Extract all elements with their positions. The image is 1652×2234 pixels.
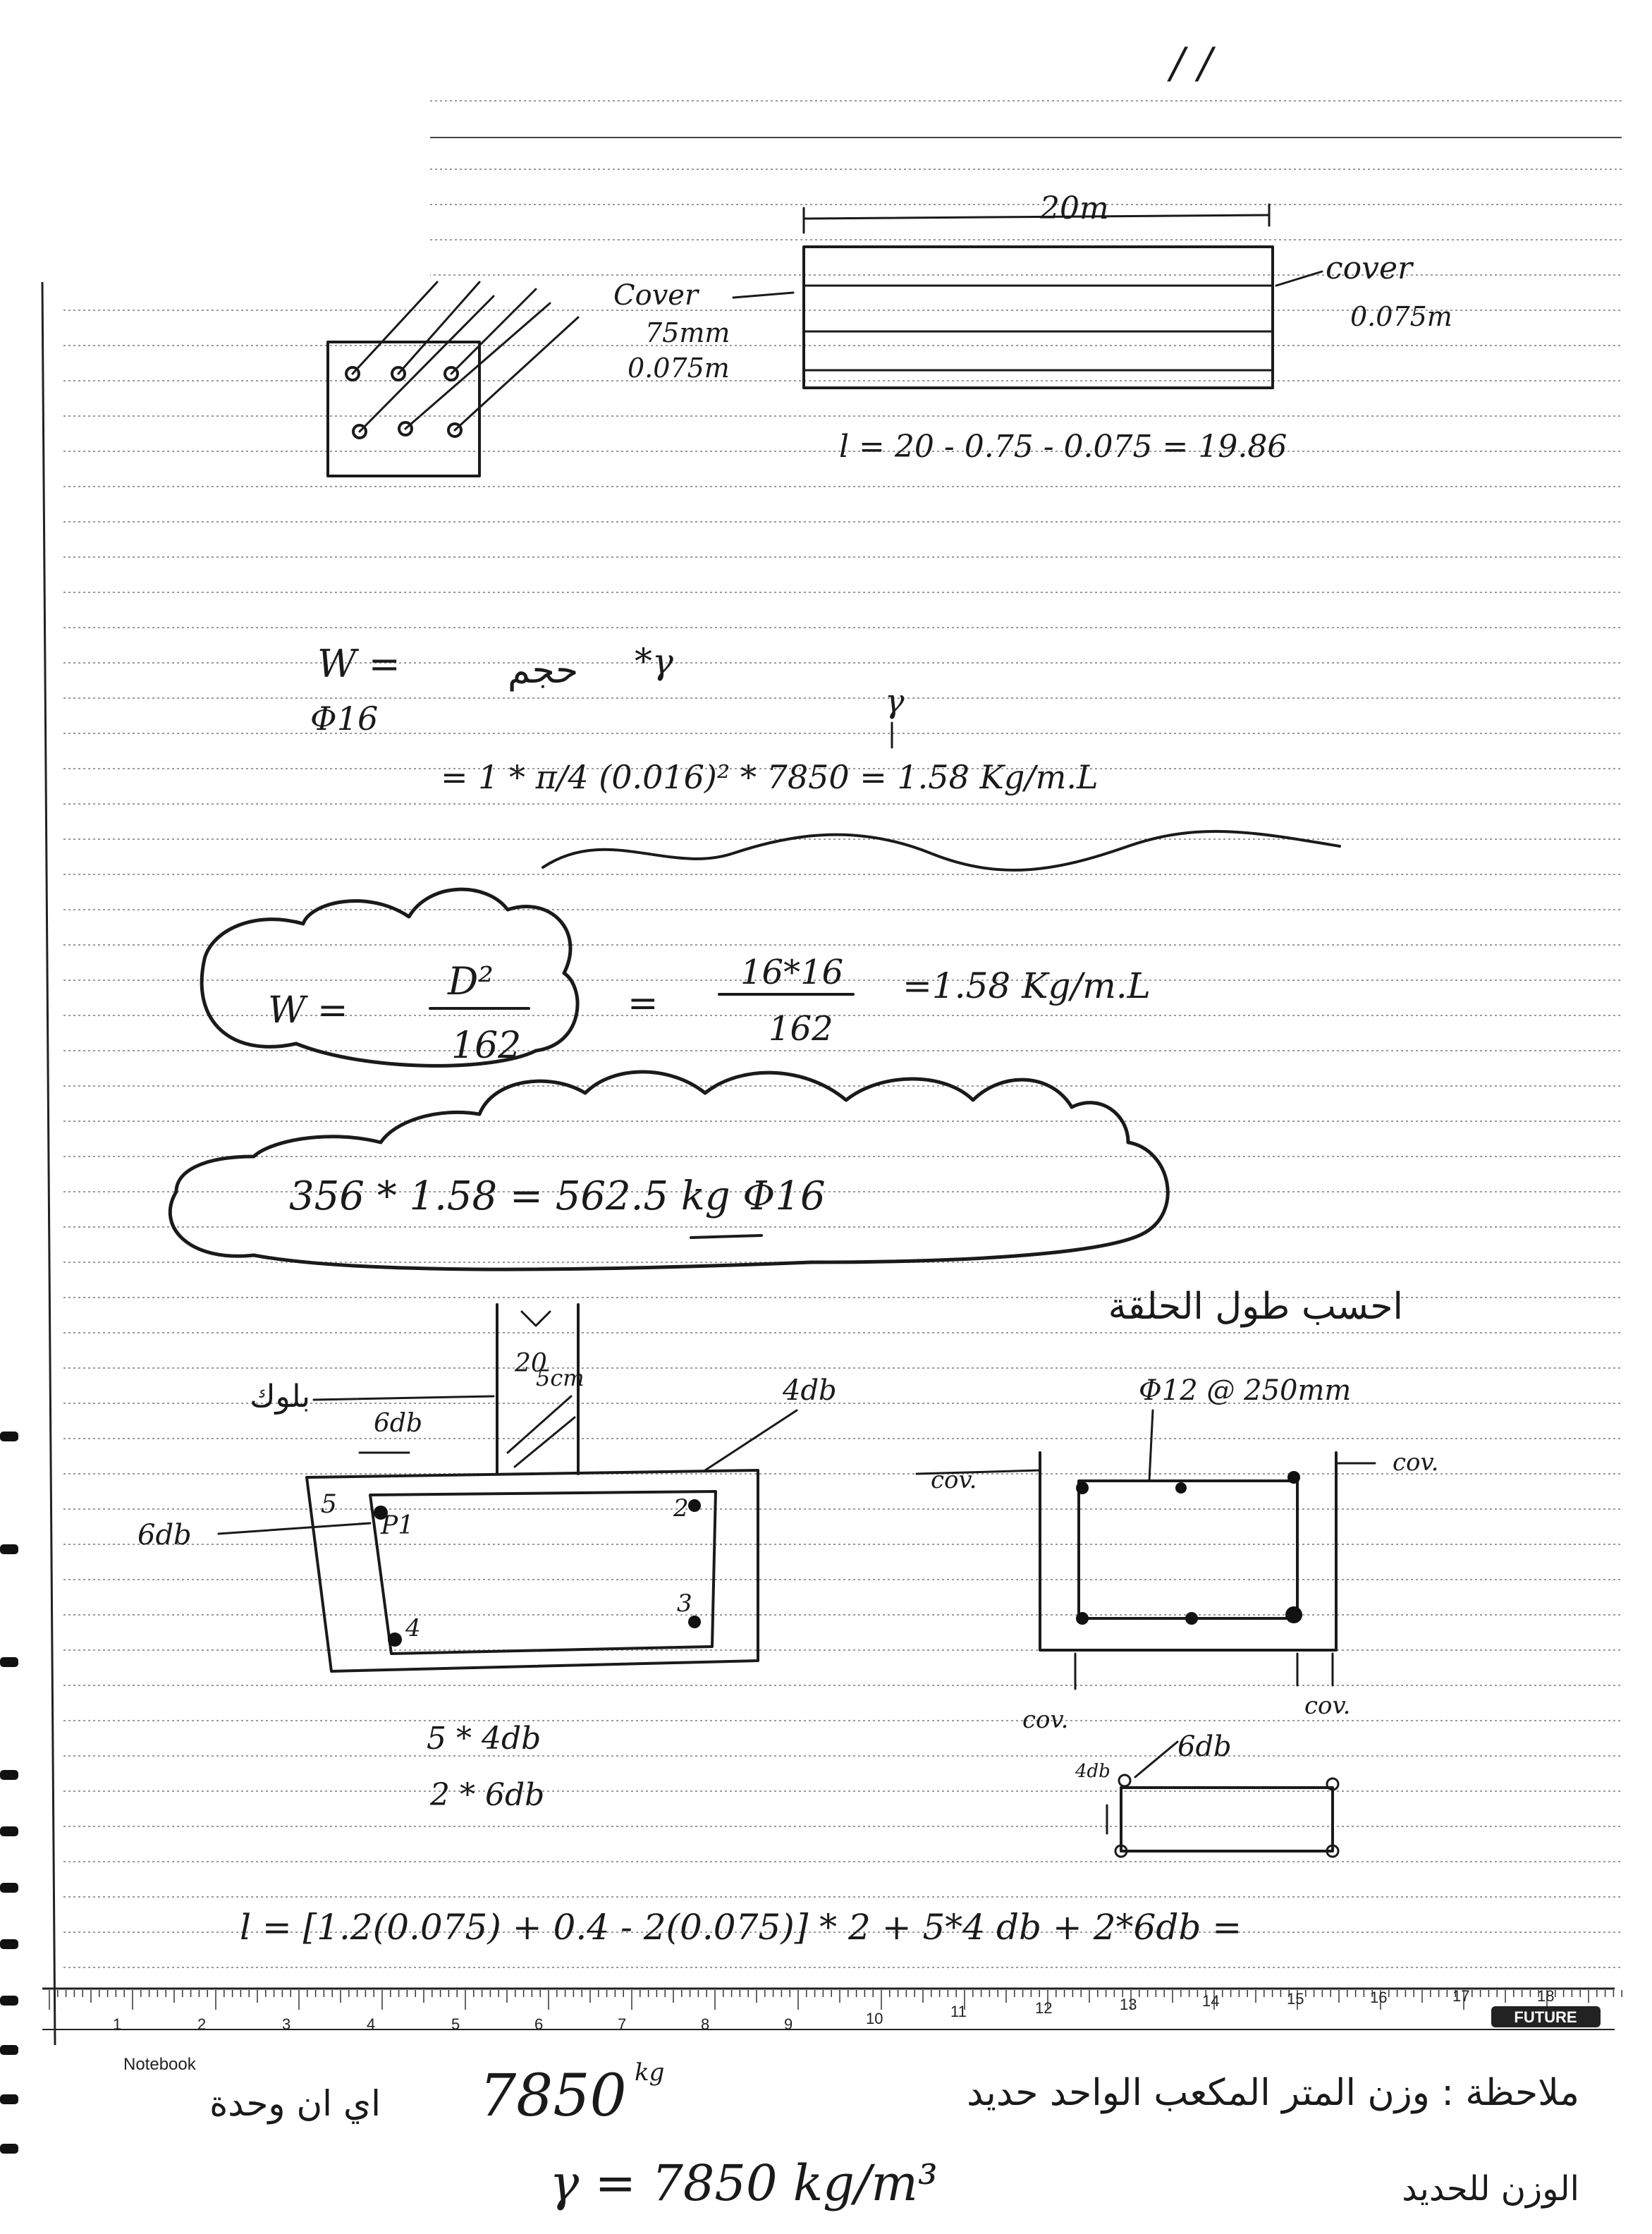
date-marks: / / (1170, 39, 1213, 88)
svg-text:9: 9 (784, 2015, 793, 2033)
corner-1: P1 (381, 1511, 415, 1540)
cover-value-m: 0.075m (628, 353, 730, 384)
bar-dia-label: Φ16 (310, 700, 379, 738)
cover-label-left: Cover (613, 279, 699, 312)
numerator-d2: D² (448, 959, 494, 1003)
svg-text:14: 14 (1202, 1992, 1220, 2010)
equals-sign: = (628, 982, 659, 1025)
svg-text:18: 18 (1537, 1987, 1555, 2005)
notebook-label: Notebook (123, 2055, 196, 2074)
svg-text:5: 5 (451, 2015, 460, 2033)
svg-text:10: 10 (866, 2010, 883, 2027)
weight-formula: = 1 * π/4 (0.016)² * 7850 = 1.58 Kg/m.L (441, 758, 1099, 796)
stirrup-spec: Φ12 @ 250mm (1139, 1374, 1352, 1407)
footer-line1-unit: kg (635, 2058, 665, 2087)
cover-value-mm: 75mm (645, 317, 730, 348)
beam-elevation-sketch (804, 205, 1273, 388)
cover-value-right: 0.075m (1350, 301, 1452, 332)
footer-line2-arabic: الوزن للحديد (1402, 2169, 1579, 2209)
calc-line-1: 5 * 4db (427, 1721, 542, 1757)
svg-text:6: 6 (534, 2015, 544, 2033)
svg-text:17: 17 (1452, 1987, 1470, 2005)
svg-text:3: 3 (282, 2015, 291, 2033)
cov-right: cov. (1393, 1448, 1439, 1477)
arabic-left-label: بلوك (250, 1379, 310, 1415)
svg-text:2: 2 (197, 2015, 207, 2033)
svg-text:7: 7 (618, 2015, 627, 2033)
w-words: حجم (508, 649, 579, 692)
svg-text:11: 11 (950, 2003, 967, 2020)
page-left-edge (42, 282, 55, 2045)
arabic-title: احسب طول الحلقة (1108, 1286, 1403, 1328)
footer-line1-tail: اي ان وحدة (209, 2083, 381, 2124)
label-20: 20 (515, 1349, 547, 1378)
cover-label-right: cover (1326, 250, 1413, 286)
length-formula-1: l = 20 - 0.75 - 0.075 = 19.86 (839, 429, 1287, 465)
denominator-162-b: 162 (769, 1009, 833, 1049)
svg-text:13: 13 (1120, 1996, 1137, 2013)
column-section-sketch (328, 282, 578, 476)
blank-corner-mask (0, 0, 430, 279)
cov-bottom-left: cov. (1022, 1706, 1069, 1734)
svg-text:8: 8 (701, 2015, 710, 2033)
denominator-162: 162 (451, 1025, 522, 1067)
corner-3: 3 (677, 1589, 692, 1618)
weight-result: =1.58 Kg/m.L (903, 965, 1151, 1006)
wavy-underline (543, 831, 1340, 870)
label-6db-top: 6db (374, 1409, 422, 1438)
label-4db: 4db (783, 1374, 837, 1407)
label-6db-left: 6db (137, 1519, 192, 1551)
w-times: *γ (635, 641, 673, 682)
corner-4: 4 (405, 1614, 421, 1642)
ruled-lines (63, 101, 1622, 1967)
w-label-2: W = (268, 989, 348, 1032)
footer-line2-value: γ = 7850 kg/m³ (549, 2154, 938, 2212)
beam-section-stirrup-left (307, 1470, 758, 1671)
ruler-numbers (113, 1987, 1554, 2033)
svg-text:12: 12 (1035, 1999, 1053, 2017)
numerator-16x16: 16*16 (740, 953, 844, 992)
brand-badge: FUTURE (1514, 2008, 1577, 2026)
corner-5: 5 (321, 1490, 337, 1519)
svg-text:4: 4 (367, 2015, 376, 2033)
cloud-outline-2 (170, 1072, 1168, 1269)
length-formula-2: l = [1.2(0.075) + 0.4 - 2(0.075)] * 2 + 5*4 db + 2*6db = (240, 1907, 1242, 1948)
cov-left: cov. (931, 1466, 977, 1494)
footer-line1-value: 7850 (479, 2063, 627, 2130)
span-label: 20m (1040, 190, 1109, 226)
spiral-binding (0, 1432, 18, 2154)
svg-text:15: 15 (1287, 1990, 1304, 2008)
label-5cm: 5cm (536, 1365, 585, 1391)
hook-6db: 6db (1177, 1731, 1232, 1763)
beam-section-stirrup-right (917, 1453, 1375, 1689)
hook-4db: 4db (1075, 1761, 1110, 1782)
corner-2: 2 (673, 1494, 689, 1522)
w-label: W = (317, 642, 400, 686)
footer-line1-arabic: ملاحظة : وزن المتر المكعب الواحد حديد (967, 2072, 1579, 2114)
calc-line-2: 2 * 6db (430, 1777, 545, 1813)
cov-bottom-right: cov. (1304, 1692, 1351, 1720)
gamma-symbol: γ (885, 682, 905, 720)
svg-text:16: 16 (1370, 1989, 1388, 2006)
total-weight: 356 * 1.58 = 562.5 kg Φ16 (289, 1173, 826, 1219)
svg-text:1: 1 (113, 2015, 122, 2033)
